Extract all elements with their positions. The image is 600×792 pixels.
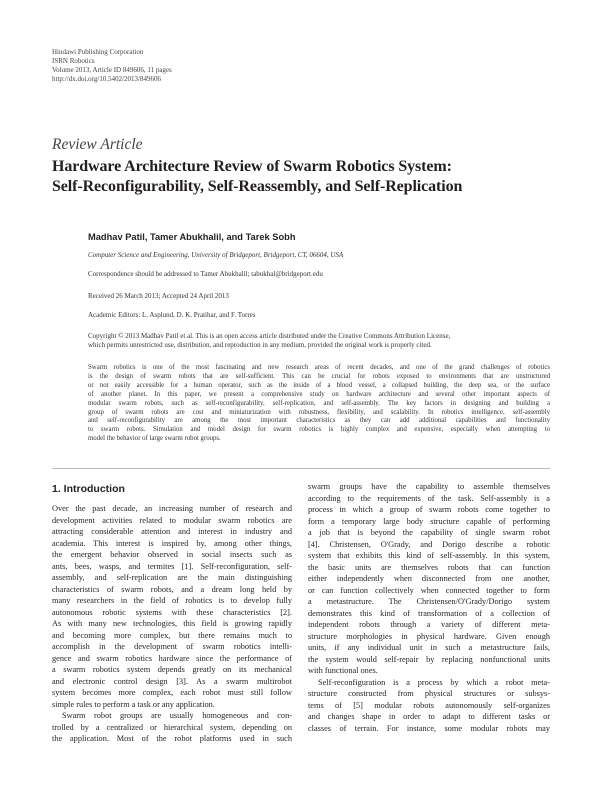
abstract-line: Swarm robotics is one of the most fascinating and new research areas of recent decades, and one of the grand challenges of robotics bbox=[88, 364, 550, 371]
body-line: development activities related to modular swarm robotics are bbox=[52, 515, 292, 525]
received-accepted-dates: Received 26 March 2013; Accepted 24 April 2013 bbox=[88, 292, 229, 300]
body-line: trolled by a centralized or hierarchical system, depending on bbox=[52, 722, 292, 732]
body-line: a job that is beyond the capability of single swarm robot bbox=[308, 528, 550, 537]
copyright-line-2: which permits unrestricted use, distribution, and reproduction in any medium, provided the original work is properly cited. bbox=[88, 341, 432, 349]
journal-header bbox=[52, 48, 172, 84]
left-column bbox=[52, 503, 292, 745]
title-line-2: Self-Reconfigurability, Self-Reassembly, and Self-Replication bbox=[52, 178, 463, 195]
body-line: a swarm robotics system depends greatly on its mechanical bbox=[52, 665, 292, 674]
abstract-line: of another planet. In this paper, we present a comprehensive study on hardware architecture and several other important aspects of bbox=[88, 390, 550, 398]
body-line: classes of terrain. For instance, some modular robots may bbox=[308, 723, 550, 733]
body-line: ants, bees, wasps, and termites [1]. Self-reconfiguration, self- bbox=[52, 561, 292, 571]
body-line: the application. Most of the robot platforms used in such bbox=[52, 734, 292, 743]
body-line: accomplish in the development of swarm robotics intelli- bbox=[52, 642, 292, 651]
copyright-notice bbox=[88, 332, 450, 350]
abstract-line: to swarm robots. Simulation and model design for swarm robotics is highly complex and expensive, especially when attempting to bbox=[88, 426, 550, 434]
abstract-line: and self-reconfigurability are among the most important characteristics as they can add additional capabilities and functionality bbox=[88, 417, 550, 425]
abstract bbox=[88, 364, 550, 444]
section-heading-introduction: 1. Introduction bbox=[52, 483, 125, 495]
section-divider bbox=[52, 468, 550, 469]
doi-link[interactable]: http://dx.doi.org/10.5402/2013/849606 bbox=[52, 75, 161, 83]
body-line: structure morphologies in physical hardware. Given enough bbox=[308, 631, 550, 641]
body-line: system becomes more complex, each robot must still follow bbox=[52, 688, 292, 697]
body-line: structure constructed from physical structures or subsys- bbox=[308, 689, 550, 698]
right-column bbox=[308, 481, 550, 734]
body-line: system that exhibits this kind of self-assembly. In this system, bbox=[308, 551, 550, 560]
body-line: demonstrates this kind of transformation of a collection of bbox=[308, 608, 550, 618]
authors: Madhav Patil, Tamer Abukhalil, and Tarek Sobh bbox=[88, 232, 296, 242]
body-line: independent robots through a variety of different meta- bbox=[308, 620, 550, 629]
body-line: Swarm robot groups are usually homogeneous and con- bbox=[62, 711, 292, 720]
abstract-line: model the behavior of large swarm robot groups. bbox=[88, 435, 221, 443]
body-line: Over the past decade, an increasing number of research and bbox=[52, 504, 292, 513]
body-line: autonomous robotic systems with these characteristics [2]. bbox=[52, 607, 292, 617]
publisher: Hindawi Publishing Corporation bbox=[52, 48, 144, 56]
body-line: simple rules to perform a task or any application. bbox=[52, 699, 215, 709]
paper-title bbox=[52, 157, 462, 197]
body-line: assembly, and self-replication are the main distinguishing bbox=[52, 573, 292, 582]
abstract-line: group of swarm robots are cost and miniaturization with robustness, flexibility, and scalability. In robotics intelligence, self-assembly bbox=[88, 408, 550, 416]
abstract-line: modular swarm robots, such as self-reconfigurability, self-replication, and self-assembly. The key factors in designing and building a bbox=[88, 399, 550, 407]
body-line: units, if any individual unit in such a metastructure fails, bbox=[308, 643, 550, 652]
body-line: characteristics of swarm robots, and a dream long held by bbox=[52, 584, 292, 594]
body-line: and electronic control design [3]. As a swarm multirobot bbox=[52, 676, 292, 686]
body-line: attracting considerable attention and interest in industry and bbox=[52, 527, 292, 536]
article-type: Review Article bbox=[52, 136, 143, 153]
body-line: or can function collectively when connected together to form bbox=[308, 585, 550, 595]
body-line: form a temporary large body structure capable of performing bbox=[308, 516, 550, 526]
body-line: the basic units are themselves robots that can function bbox=[308, 562, 550, 572]
body-line: gence and swarm robotics hardware since the performance of bbox=[52, 653, 292, 663]
body-line: a metastructure. The Christensen/O'Grady/Dorigo system bbox=[308, 597, 550, 606]
body-line: [4]. Christensen, O'Grady, and Dorigo describe a robotic bbox=[308, 539, 550, 549]
body-line: the emergent behavior observed in social insects such as bbox=[52, 550, 292, 559]
body-line: and changes shape in order to adapt to different tasks or bbox=[308, 712, 550, 721]
volume-info: Volume 2013, Article ID 849606, 11 pages bbox=[52, 66, 172, 74]
correspondence: Correspondence should be addressed to Tamer Abukhalil; tabukhal@bridgeport.edu bbox=[88, 270, 323, 278]
academic-editors: Academic Editors: L. Asplund, D. K. Pratihar, and F. Torres bbox=[88, 311, 256, 319]
body-line: many researchers in the field of robotics is to develop fully bbox=[52, 596, 292, 605]
abstract-line: or not easily accessible for a human operator, such as the inside of a blood vessel, a collapsed building, the deep sea, or the surface bbox=[88, 381, 550, 389]
journal-name: ISRN Robotics bbox=[52, 57, 95, 65]
body-line: the system would self-repair by replacing nonfunctional units bbox=[308, 654, 550, 664]
body-line: according to the requirements of the task. Self-assembly is a bbox=[308, 493, 550, 503]
body-line: As with many new technologies, this field is growing rapidly bbox=[52, 619, 292, 628]
body-line: Self-reconfiguration is a process by which a robot meta- bbox=[318, 677, 550, 687]
body-line: either independently when disconnected from one another, bbox=[308, 574, 550, 583]
title-line-1: Hardware Architecture Review of Swarm Robotics System: bbox=[52, 158, 452, 175]
body-line: with functional ones. bbox=[308, 666, 378, 675]
body-line: swarm groups have the capability to assemble themselves bbox=[308, 482, 550, 491]
abstract-line: is the design of swarm robots that are self-sufficient. This can be crucial for robots exposed to environments that are unstructured bbox=[88, 372, 550, 380]
affiliation: Computer Science and Engineering, University of Bridgeport, Bridgeport, CT, 06604, USA bbox=[88, 251, 344, 259]
body-line: process in which a group of swarm robots come together to bbox=[308, 505, 550, 514]
body-line: tems of [5] modular robots autonomously self-organizes bbox=[308, 700, 550, 710]
body-line: and becoming more complex, but there remains much to bbox=[52, 630, 292, 640]
copyright-line-1: Copyright © 2013 Madhav Patil et al. This is an open access article distributed under the Creative Commons Attribution License, bbox=[88, 332, 451, 340]
body-line: academia. This interest is inspired by, among other things, bbox=[52, 538, 292, 548]
